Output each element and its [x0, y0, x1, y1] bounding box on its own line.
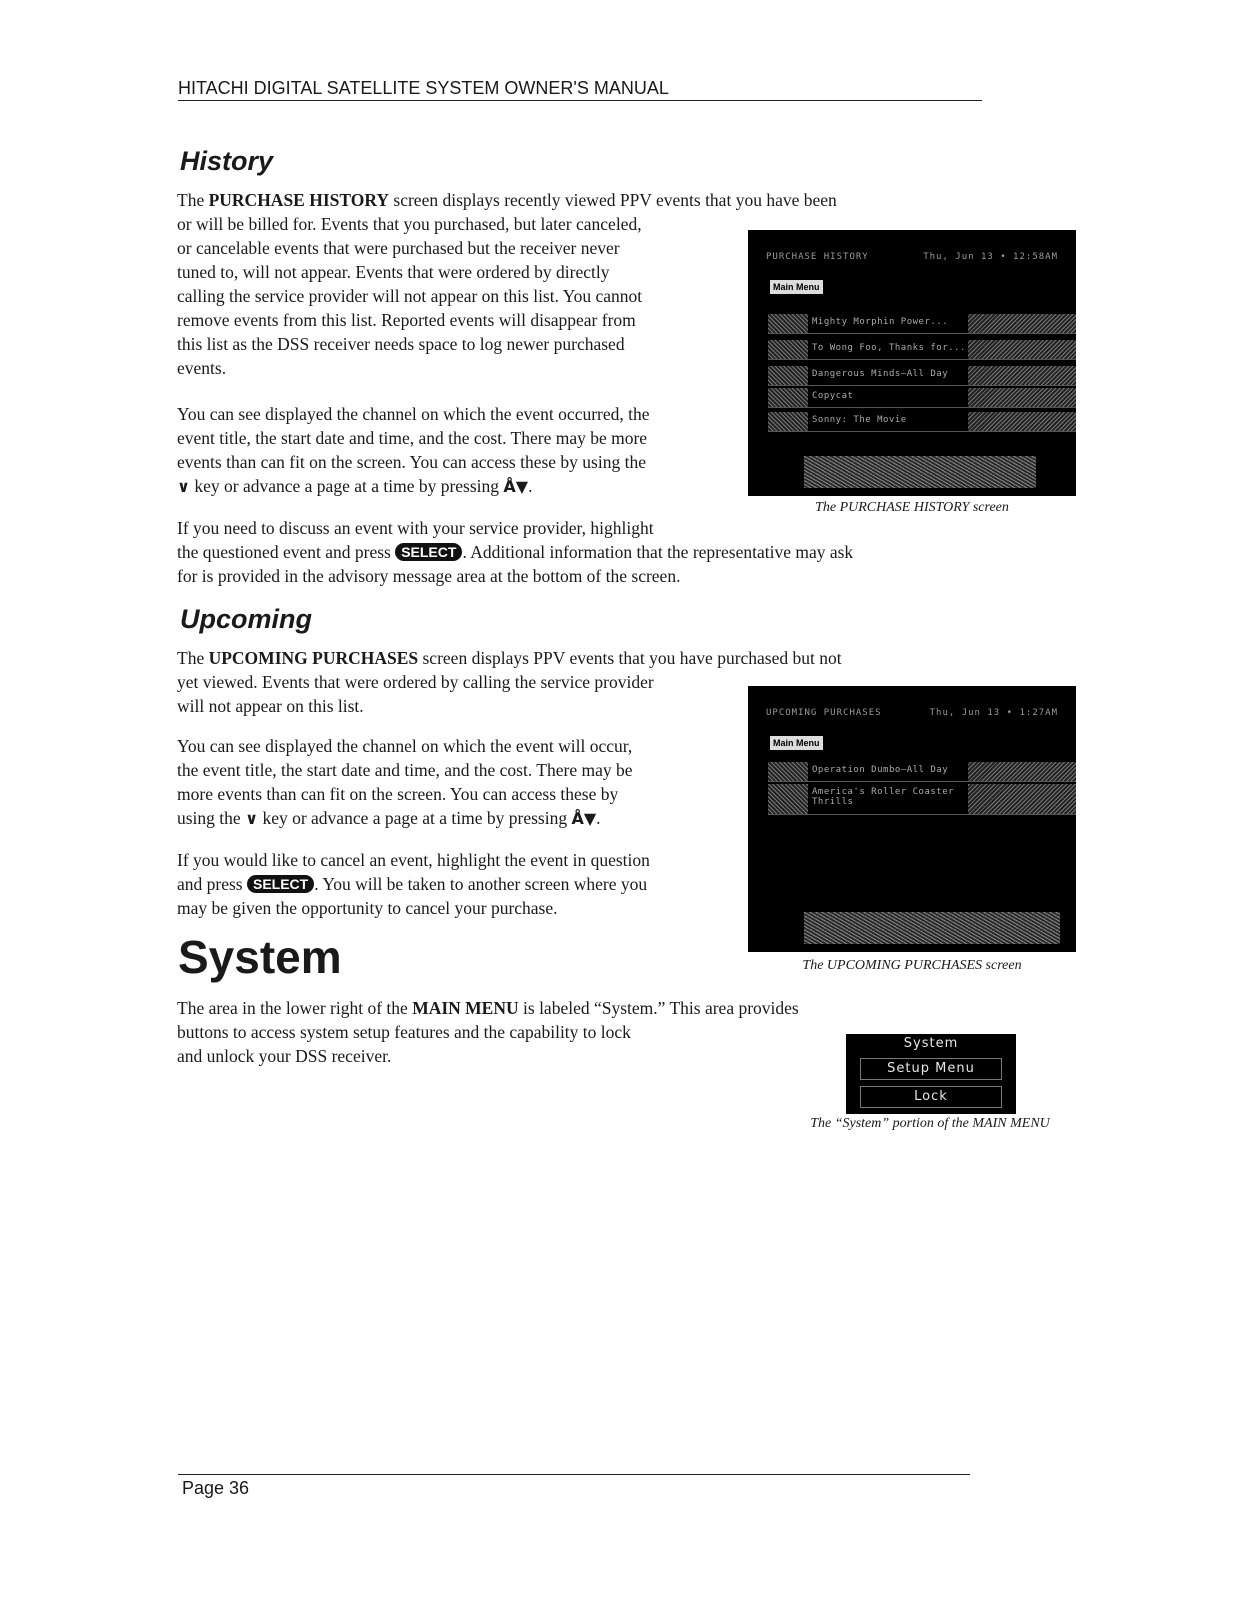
history-display-paragraph: You can see displayed the channel on which the event occurred, the event title, the start date and time, and the cost. There may be more events than can fit on the screen. You can access these by using the ∨ key or advance a page at a time by pressing Å▼.	[177, 404, 650, 496]
main-menu-button[interactable]: Main Menu	[770, 736, 823, 750]
advisory-message-area	[804, 456, 1036, 488]
upcoming-intro-paragraph: yet viewed. Events that were ordered by calling the service provider will not appear on this list.	[177, 672, 654, 716]
system-panel-title: System	[903, 1036, 959, 1051]
system-caption: The “System” portion of the MAIN MENU	[810, 1116, 1050, 1131]
event-row[interactable]: Dangerous Minds–All Day	[768, 366, 1076, 386]
history-heading: History	[180, 146, 274, 176]
history-discuss-paragraph: If you need to discuss an event with your service provider, highlight the questioned event and press SELECT . Additional information that the representative may ask for is provided in the advisory message area at the bottom of the screen.	[177, 518, 854, 586]
screen-date: Thu, Jun 13 • 12:58AM	[923, 252, 1058, 262]
upcoming-cancel-paragraph: If you would like to cancel an event, highlight the event in question and press SELECT . You will be taken to another screen where you may be given the opportunity to cancel your purchase.	[177, 850, 650, 918]
down-arrow-key-icon: ∨	[177, 477, 190, 496]
footer-rule	[178, 1474, 970, 1475]
page-key-icon: Å▼	[503, 477, 529, 496]
manual-header: HITACHI DIGITAL SATELLITE SYSTEM OWNER'S MANUAL	[178, 76, 982, 101]
history-intro-line: The PURCHASE HISTORY screen displays recently viewed PPV events that you have been	[177, 190, 837, 210]
main-menu-button[interactable]: Main Menu	[770, 280, 823, 294]
screen-date: Thu, Jun 13 • 1:27AM	[929, 708, 1058, 718]
select-key-icon: SELECT	[395, 543, 462, 561]
history-caption: The PURCHASE HISTORY screen	[815, 500, 1009, 515]
screen-title: PURCHASE HISTORY	[766, 252, 869, 262]
lock-button[interactable]: Lock	[860, 1086, 1002, 1108]
system-menu-panel	[846, 1034, 1016, 1114]
event-row[interactable]: Sonny: The Movie	[768, 412, 1076, 432]
system-intro-line: The area in the lower right of the MAIN MENU is labeled “System.” This area provides	[177, 998, 799, 1018]
select-key-icon: SELECT	[247, 875, 314, 893]
event-row[interactable]: To Wong Foo, Thanks for...	[768, 340, 1076, 360]
page-number: Page 36	[182, 1478, 250, 1498]
system-paragraph: buttons to access system setup features and the capability to lock and unlock your DSS receiver.	[177, 1022, 631, 1066]
event-row[interactable]: Operation Dumbo–All Day	[768, 762, 1076, 782]
event-row[interactable]: America's Roller Coaster Thrills	[768, 784, 1076, 815]
down-arrow-key-icon: ∨	[245, 809, 259, 828]
system-heading: System	[178, 931, 342, 983]
setup-menu-button[interactable]: Setup Menu	[860, 1058, 1002, 1080]
upcoming-intro-line: The UPCOMING PURCHASES screen displays PPV events that you have purchased but not	[177, 648, 842, 668]
upcoming-caption: The UPCOMING PURCHASES screen	[802, 958, 1022, 973]
purchase-history-screen	[748, 230, 1076, 496]
event-row[interactable]: Copycat	[768, 388, 1076, 408]
event-row[interactable]: Mighty Morphin Power...	[768, 314, 1076, 334]
upcoming-heading: Upcoming	[180, 604, 312, 634]
upcoming-purchases-screen	[748, 686, 1076, 952]
upcoming-display-paragraph: You can see displayed the channel on which the event will occur, the event title, the start date and time, and the cost. There may be more events than can fit on the screen. You can access these by using the ∨ key or advance a page at a time by pressing Å▼.	[177, 736, 633, 828]
screen-title: UPCOMING PURCHASES	[766, 708, 882, 718]
page-key-icon: Å▼	[571, 809, 597, 828]
history-intro-paragraph: or will be billed for. Events that you purchased, but later canceled, or cancelable events that were purchased but the receiver never tuned to, will not appear. Events that were ordered by directly calling the service provider will not appear on this list. You cannot remove events from this list. Reported events will disappear from this list as the DSS receiver needs space to log newer purchased events.	[177, 214, 643, 378]
advisory-message-area	[804, 912, 1060, 944]
